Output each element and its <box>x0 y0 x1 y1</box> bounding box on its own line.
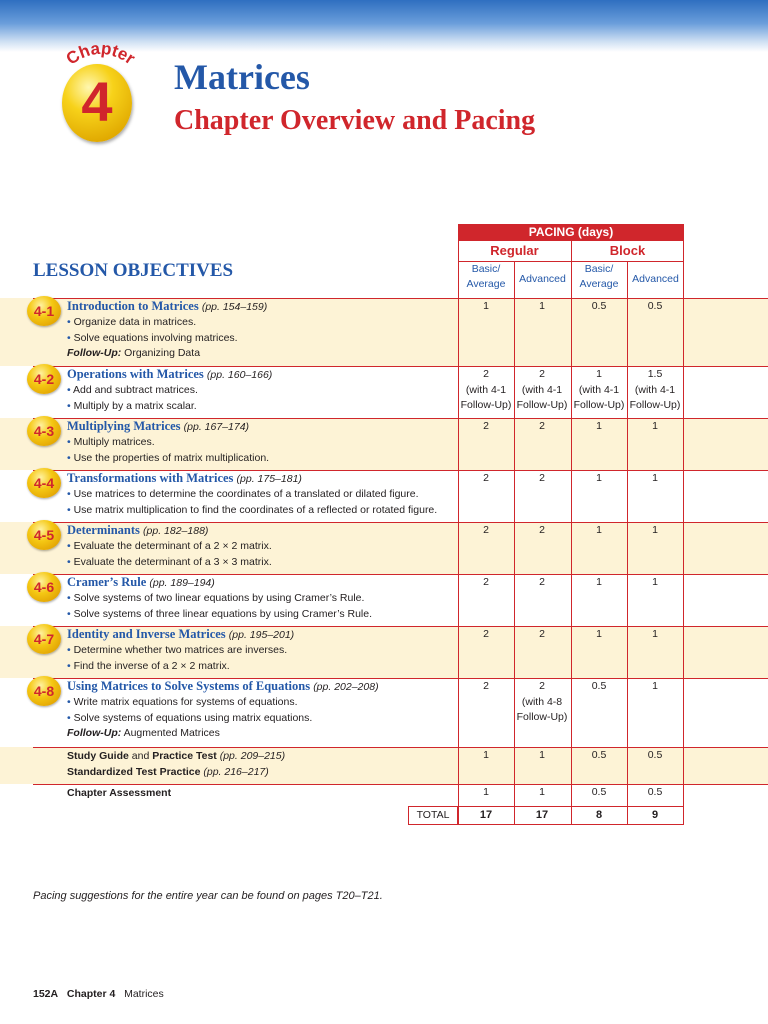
pacing-cell: 2 (with 4-8 Follow-Up) <box>516 680 568 723</box>
objective-text: Evaluate the determinant of a 3 × 3 matrix. <box>73 555 272 568</box>
followup-label-text: Follow-Up: <box>67 727 122 739</box>
assessment-label: Chapter Assessment <box>67 787 172 799</box>
bullet-icon: • <box>67 555 74 568</box>
standardized-line <box>67 765 269 781</box>
bullet-icon: • <box>67 696 74 708</box>
lesson-objective <box>67 539 272 555</box>
pacing-cell: 1 <box>596 628 602 640</box>
lesson-title <box>67 679 379 694</box>
pacing-cell: 2 <box>539 576 545 588</box>
lesson-title <box>67 367 272 382</box>
objective-text: Use the properties of matrix multiplication. <box>73 451 270 464</box>
objective-text: Determine whether two matrices are inverses. <box>73 644 288 656</box>
pacing-cell: 0.5 <box>591 300 607 312</box>
pacing-title: PACING (days) <box>458 224 684 240</box>
lesson-title-text: Transformations with Matrices <box>67 471 234 485</box>
objective-text: Solve equations involving matrices. <box>73 331 238 344</box>
lesson-title-text: Operations with Matrices <box>67 367 204 381</box>
study-and: and <box>128 750 153 762</box>
pacing-cell: 0.5 <box>591 680 607 692</box>
pacing-cell: 1 <box>539 749 545 761</box>
chapter-title: Matrices <box>174 57 310 97</box>
lesson-objective <box>67 399 197 415</box>
objective-text: Solve systems of three linear equations by using Cramer’s Rule. <box>73 607 373 620</box>
page-folio <box>33 987 164 1001</box>
lesson-followup <box>67 726 220 742</box>
pacing-divider <box>627 261 628 825</box>
standardized-pages: (pp. 216–217) <box>200 765 269 778</box>
bullet-icon: • <box>67 592 74 604</box>
lesson-title <box>67 299 267 314</box>
lesson-number-badge: 4-1 <box>27 296 61 326</box>
bullet-icon: • <box>67 331 74 344</box>
objective-text: Add and subtract matrices. <box>73 384 198 396</box>
folio-chapter: Chapter 4 <box>66 988 116 1000</box>
pacing-cell: 2 <box>483 524 489 536</box>
lesson-objective <box>67 331 238 347</box>
lesson-pages: (pp. 182–188) <box>143 525 209 537</box>
lesson-objective <box>67 487 419 503</box>
bullet-icon: • <box>67 436 74 448</box>
pacing-cell: 0.5 <box>647 786 663 798</box>
pacing-divider <box>514 261 515 825</box>
objective-text: Find the inverse of a 2 × 2 matrix. <box>73 659 230 672</box>
objective-text: Solve systems of two linear equations by using Cramer’s Rule. <box>73 592 365 604</box>
folio-page: 152A <box>33 988 59 1000</box>
lesson-title <box>67 471 302 486</box>
lesson-number-badge: 4-5 <box>27 520 61 550</box>
followup-text: Organizing Data <box>124 347 201 359</box>
pacing-cell: 1 <box>652 420 658 432</box>
total-value: 8 <box>595 809 603 821</box>
lesson-pages: (pp. 195–201) <box>228 629 295 641</box>
pacing-cell: 2 <box>539 472 545 484</box>
col-block-basic: Basic/ Average <box>579 263 619 290</box>
pacing-cell: 0.5 <box>591 749 607 761</box>
pacing-cell: 2 (with 4-1 Follow-Up) <box>516 368 568 411</box>
bullet-icon: • <box>67 503 74 516</box>
lesson-objective <box>67 503 437 519</box>
objective-text: Multiply matrices. <box>73 436 155 448</box>
pacing-cell: 1 <box>652 524 658 536</box>
group-block: Block <box>609 243 646 258</box>
objective-text: Solve systems of equations using matrix equations. <box>73 711 313 724</box>
lesson-pages: (pp. 154–159) <box>201 301 268 313</box>
objective-text: Write matrix equations for systems of equations. <box>73 696 298 708</box>
bullet-icon: • <box>67 540 74 552</box>
lesson-number-badge: 4-7 <box>27 624 61 654</box>
lesson-number-badge: 4-2 <box>27 364 61 394</box>
pacing-cell: 2 <box>483 628 489 640</box>
lesson-objective <box>67 451 269 467</box>
total-label: TOTAL <box>408 806 458 825</box>
pacing-footnote: Pacing suggestions for the entire year can be found on pages T20–T21. <box>33 890 383 902</box>
pacing-cell: 1 <box>483 749 489 761</box>
bullet-icon: • <box>67 488 74 500</box>
pacing-cell: 1 (with 4-1 Follow-Up) <box>573 368 625 411</box>
lesson-pages: (pp. 202–208) <box>313 681 379 693</box>
lesson-number-badge: 4-6 <box>27 572 61 602</box>
lesson-title <box>67 575 215 590</box>
chapter-number-badge <box>62 64 132 142</box>
pacing-cell: 1 <box>652 576 658 588</box>
lesson-title-text: Multiplying Matrices <box>67 419 181 433</box>
total-value: 17 <box>535 809 549 821</box>
lesson-title-text: Determinants <box>67 523 140 537</box>
pacing-cell: 2 (with 4-1 Follow-Up) <box>460 368 512 411</box>
pacing-cell: 1 <box>483 786 489 798</box>
lesson-pages: (pp. 167–174) <box>183 421 250 433</box>
lesson-pages: (pp. 175–181) <box>236 473 302 485</box>
col-regular-advanced: Advanced <box>519 273 566 285</box>
pacing-cell: 1 <box>596 576 602 588</box>
objective-text: Organize data in matrices. <box>73 316 197 328</box>
pacing-cell: 0.5 <box>647 300 663 312</box>
pacing-cell: 2 <box>483 680 489 692</box>
pacing-cell: 2 <box>539 420 545 432</box>
lesson-number-badge: 4-4 <box>27 468 61 498</box>
pacing-cell: 1.5 (with 4-1 Follow-Up) <box>629 368 681 411</box>
objectives-heading: LESSON OBJECTIVES <box>33 260 234 281</box>
lesson-objective <box>67 695 298 711</box>
lesson-followup <box>67 346 200 362</box>
pacing-cell: 1 <box>539 300 545 312</box>
followup-label <box>67 727 121 739</box>
col-regular-basic: Basic/ Average <box>466 263 506 290</box>
pacing-cell: 1 <box>652 680 658 692</box>
total-value: 17 <box>479 809 493 821</box>
pacing-cell: 1 <box>652 628 658 640</box>
pacing-cell: 2 <box>483 420 489 432</box>
pacing-cell: 1 <box>596 420 602 432</box>
objective-text: Evaluate the determinant of a 2 × 2 matrix. <box>73 540 272 552</box>
folio-title: Matrices <box>124 988 164 1000</box>
pacing-cell: 0.5 <box>647 749 663 761</box>
lesson-objective <box>67 607 372 623</box>
lesson-objective <box>67 555 272 571</box>
lesson-objective <box>67 591 364 607</box>
followup-label <box>67 347 121 359</box>
total-value: 9 <box>651 809 659 821</box>
objective-text: Use matrix multiplication to find the coordinates of a reflected or rotated figure. <box>73 503 438 516</box>
study-guide-label: Study Guide <box>67 750 129 762</box>
lesson-title-text: Using Matrices to Solve Systems of Equations <box>67 679 311 693</box>
pacing-cell: 2 <box>483 576 489 588</box>
study-guide-line <box>67 749 285 765</box>
bullet-icon: • <box>67 399 74 412</box>
lesson-title <box>67 419 249 434</box>
pacing-cell: 1 <box>539 786 545 798</box>
bullet-icon: • <box>67 451 74 464</box>
pacing-cell: 0.5 <box>591 786 607 798</box>
study-pages: (pp. 209–215) <box>216 750 286 762</box>
pacing-cell: 2 <box>539 524 545 536</box>
lesson-objective <box>67 659 230 675</box>
objective-text: Use matrices to determine the coordinates of a translated or dilated figure. <box>73 488 419 500</box>
standardized-label: Standardized Test Practice <box>67 765 201 778</box>
bullet-icon: • <box>67 384 74 396</box>
pacing-cell: 2 <box>483 472 489 484</box>
lesson-objective <box>67 643 287 659</box>
bullet-icon: • <box>67 711 74 724</box>
pacing-cell: 2 <box>539 628 545 640</box>
bullet-icon: • <box>67 659 74 672</box>
lesson-title-text: Identity and Inverse Matrices <box>67 627 226 641</box>
practice-test-label: Practice Test <box>152 750 217 762</box>
group-regular: Regular <box>490 243 539 258</box>
col-block-advanced: Advanced <box>632 273 679 285</box>
lesson-title <box>67 627 294 642</box>
lesson-objective <box>67 435 155 451</box>
pacing-divider <box>571 240 572 825</box>
bullet-icon: • <box>67 644 74 656</box>
followup-label-text: Follow-Up: <box>67 347 122 359</box>
pacing-cell: 1 <box>652 472 658 484</box>
svg-text:Chapter: Chapter <box>62 38 139 69</box>
lesson-title-text: Cramer’s Rule <box>67 575 147 589</box>
bullet-icon: • <box>67 607 74 620</box>
followup-text: Augmented Matrices <box>123 727 220 739</box>
bullet-icon: • <box>67 316 74 328</box>
lesson-number-badge: 4-8 <box>27 676 61 706</box>
lesson-pages: (pp. 189–194) <box>149 577 215 589</box>
pacing-cell: 1 <box>483 300 489 312</box>
chapter-subtitle: Chapter Overview and Pacing <box>174 105 536 136</box>
lesson-title <box>67 523 208 538</box>
lesson-title-text: Introduction to Matrices <box>67 299 199 313</box>
lesson-objective <box>67 383 198 399</box>
lesson-objective <box>67 711 312 727</box>
lesson-number-badge: 4-3 <box>27 416 61 446</box>
objective-text: Multiply by a matrix scalar. <box>73 399 197 412</box>
lesson-objective <box>67 315 196 331</box>
pacing-cell: 1 <box>596 524 602 536</box>
lesson-pages: (pp. 160–166) <box>206 369 273 381</box>
pacing-cell: 1 <box>596 472 602 484</box>
chapter-number: 4 <box>81 70 113 133</box>
